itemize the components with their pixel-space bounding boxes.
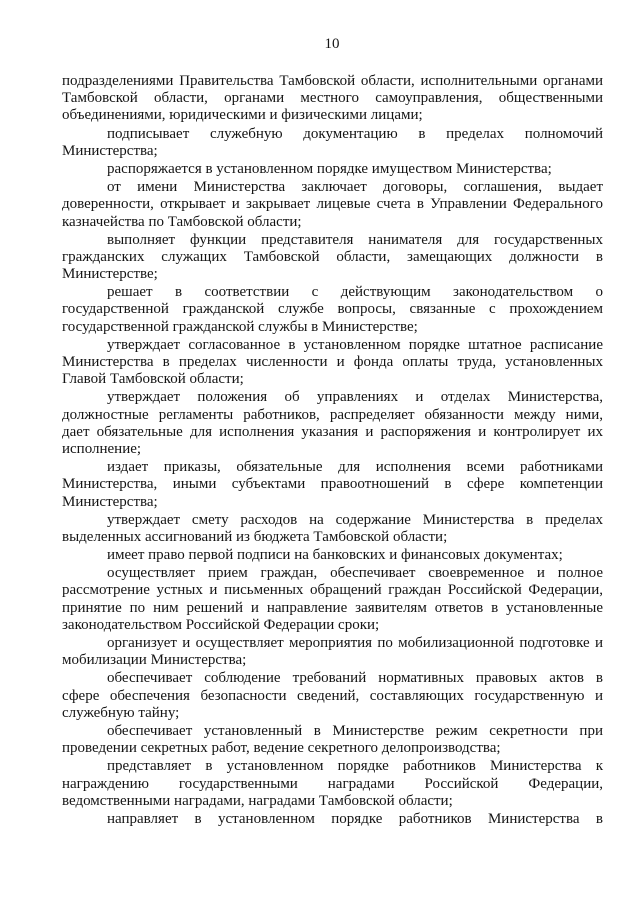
paragraph [62,232,603,284]
text-line: должностные регламенты работников, распределяет обязанности между ними, [62,406,603,423]
paragraph [62,179,603,231]
text-line: Министерства в пределах численности и фонда оплаты труда, установленных [62,354,603,370]
paragraph [62,459,603,511]
text-line: законодательством Российской Федерации сроки; [62,616,380,633]
text-line: решает в соответствии с действующим законодательством о [107,284,603,301]
text-line: доверенности, открывает и закрывает лицевые счета в Управлении Федерального [62,196,603,213]
text-line: государственной гражданской службе вопросы, связанные с прохождением [62,301,603,318]
text-line: ведомственными наградами, наградами Тамбовской области; [62,792,453,809]
paragraph [62,547,603,564]
text-line: Министерства; [62,493,158,510]
paragraph [62,635,603,669]
text-line: утверждает согласованное в установленном порядке штатное расписание [107,336,603,353]
text-line: утверждает положения об управлениях и отделах Министерства, [107,389,603,406]
paragraph [62,337,603,389]
paragraph [62,723,603,757]
text-line: рассмотрение устных и письменных обращений граждан Российской Федерации, [62,582,603,599]
text-line: обеспечивает соблюдение требований нормативных правовых актов в [107,670,603,687]
text-line: Министерства, иными субъектами правоотношений в сфере компетенции [62,476,603,493]
text-line: сфере обеспечения безопасности сведений, составляющих государственную и [62,687,603,704]
text-line: принятие по ним решений и направление заявителям ответов в установленные [62,599,603,616]
text-line: Главой Тамбовской области; [62,371,244,388]
text-line: дает обязательные для исполнения указания и распоряжения и контролирует их [62,423,603,440]
text-line: государственной гражданской службы в Министерстве; [62,318,418,335]
paragraph [62,389,603,458]
page-number: 10 [324,36,340,52]
text-line: организует и осуществляет мероприятия по мобилизационной подготовке и [107,635,603,651]
text-line: мобилизации Министерства; [62,652,247,669]
text-line: Министерства; [62,142,158,159]
document-body [62,73,603,829]
text-line: утверждает смету расходов на содержание Министерства в пределах [107,511,603,528]
text-line: распоряжается в установленном порядке имуществом Министерства; [107,160,552,177]
text-line: исполнение; [62,440,142,457]
paragraph [62,811,603,828]
paragraph [62,758,603,810]
text-line: награждению государственными наградами Российской Федерации, [62,775,603,792]
text-line: издает приказы, обязательные для исполнения всеми работниками [107,459,603,476]
text-line: осуществляет прием граждан, обеспечивает своевременное и полное [107,565,603,582]
text-line: выделенных ассигнований из бюджета Тамбовской области; [62,528,448,545]
text-line: казначейства по Тамбовской области; [62,213,302,230]
text-line: имеет право первой подписи на банковских и финансовых документах; [107,547,563,564]
paragraph [62,512,603,546]
text-line: Министерстве; [62,266,158,283]
paragraph [62,284,603,336]
paragraph [62,565,603,634]
text-line: выполняет функции представителя нанимателя для государственных [107,231,603,248]
paragraph [62,126,603,160]
text-line: подписывает служебную документацию в пределах полномочий [107,125,603,142]
text-line: подразделениями Правительства Тамбовской области, исполнительными органами [62,73,603,89]
text-line: проведении секретных работ, ведение секретного делопроизводства; [62,740,501,757]
text-line: от имени Министерства заключает договоры, соглашения, выдает [107,179,603,196]
text-line: гражданских служащих Тамбовской области, замещающих должности в [62,248,603,265]
text-line: служебную тайну; [62,704,180,721]
text-line: Тамбовской области, органами местного самоуправления, общественными [62,90,603,107]
text-line: представляет в установленном порядке работников Министерства к [107,758,603,775]
paragraph [62,161,603,178]
text-line: направляет в установленном порядке работников Министерства в [107,810,603,827]
paragraph [62,670,603,722]
text-line: обеспечивает установленный в Министерстве режим секретности при [107,722,603,739]
text-line: объединениями, юридическими и физическими лицами; [62,107,423,124]
paragraph [62,73,603,125]
